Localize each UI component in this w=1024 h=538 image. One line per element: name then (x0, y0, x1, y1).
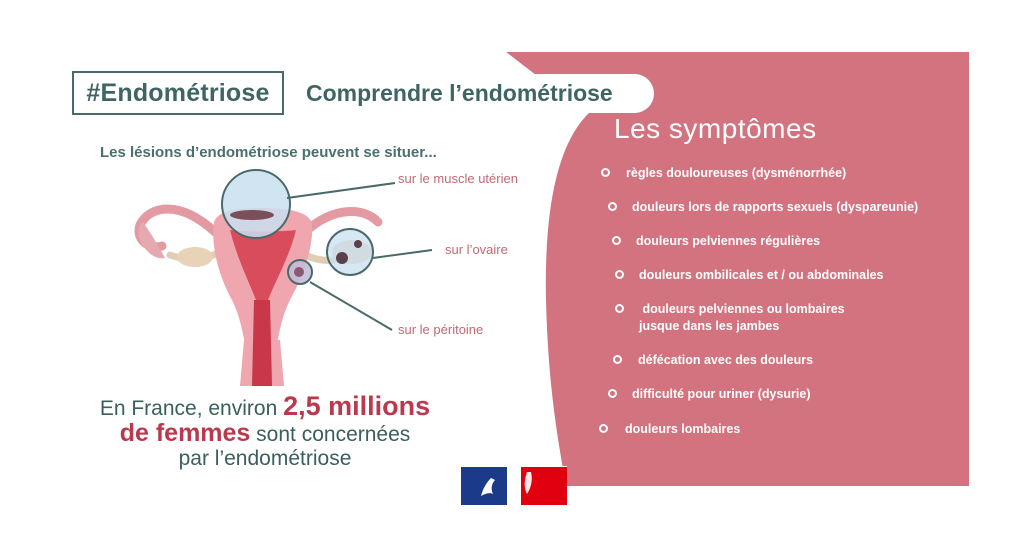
stat-suffix: sont concernées (250, 423, 411, 446)
statistic-block (60, 391, 470, 471)
label-ovaire: sur l’ovaire (445, 242, 508, 257)
symptom-bullet-icon (613, 355, 622, 364)
symptom-item (632, 386, 811, 403)
stat-line-3: par l’endométriose (178, 447, 352, 470)
symptom-item (636, 233, 820, 250)
republique-francaise-logo (461, 466, 567, 506)
symptom-line-1: douleurs ombilicales et / ou abdominales (639, 268, 884, 282)
symptom-bullet-icon (612, 236, 621, 245)
symptom-line-1: défécation avec des douleurs (638, 353, 814, 367)
symptom-line-1: règles douloureuses (dysménorrhée) (626, 166, 847, 180)
symptom-bullet-icon (601, 168, 610, 177)
symptom-item (639, 301, 845, 335)
symptom-bullet-icon (608, 202, 617, 211)
lesions-title: Les lésions d’endométriose peuvent se situer... (100, 144, 437, 161)
stat-highlight-women: de femmes (119, 419, 251, 447)
symptom-line-1: difficulté pour uriner (dysurie) (632, 387, 811, 401)
symptom-item (626, 165, 846, 182)
stat-line-2 (60, 421, 470, 447)
label-peritoine: sur le péritoine (398, 322, 484, 337)
stat-highlight-number: 2,5 millions (283, 391, 431, 421)
symptom-line-1: douleurs pelviennes régulières (636, 234, 821, 248)
symptom-item (639, 267, 884, 284)
hashtag-title: #Endométriose (72, 71, 284, 115)
symptom-bullet-icon (599, 424, 608, 433)
symptom-bullet-icon (608, 389, 617, 398)
symptom-line-1: douleurs lombaires (625, 422, 741, 436)
page-subtitle: Comprendre l’endométriose (294, 74, 654, 113)
symptom-line-1: douleurs pelviennes ou lombaires (639, 302, 845, 316)
symptom-line-2: jusque dans les jambes (639, 319, 780, 333)
stat-prefix: En France, environ (99, 397, 284, 420)
symptom-item (632, 199, 918, 216)
stat-line-1 (60, 391, 470, 421)
symptom-line-1: douleurs lors de rapports sexuels (dyspareunie) (632, 200, 919, 214)
symptom-bullet-icon (615, 270, 624, 279)
symptoms-title: Les symptômes (614, 113, 817, 144)
symptom-bullet-icon (615, 304, 624, 313)
label-muscle-uterin: sur le muscle utérien (398, 171, 518, 186)
symptom-item (638, 352, 813, 369)
symptom-item (625, 421, 740, 438)
